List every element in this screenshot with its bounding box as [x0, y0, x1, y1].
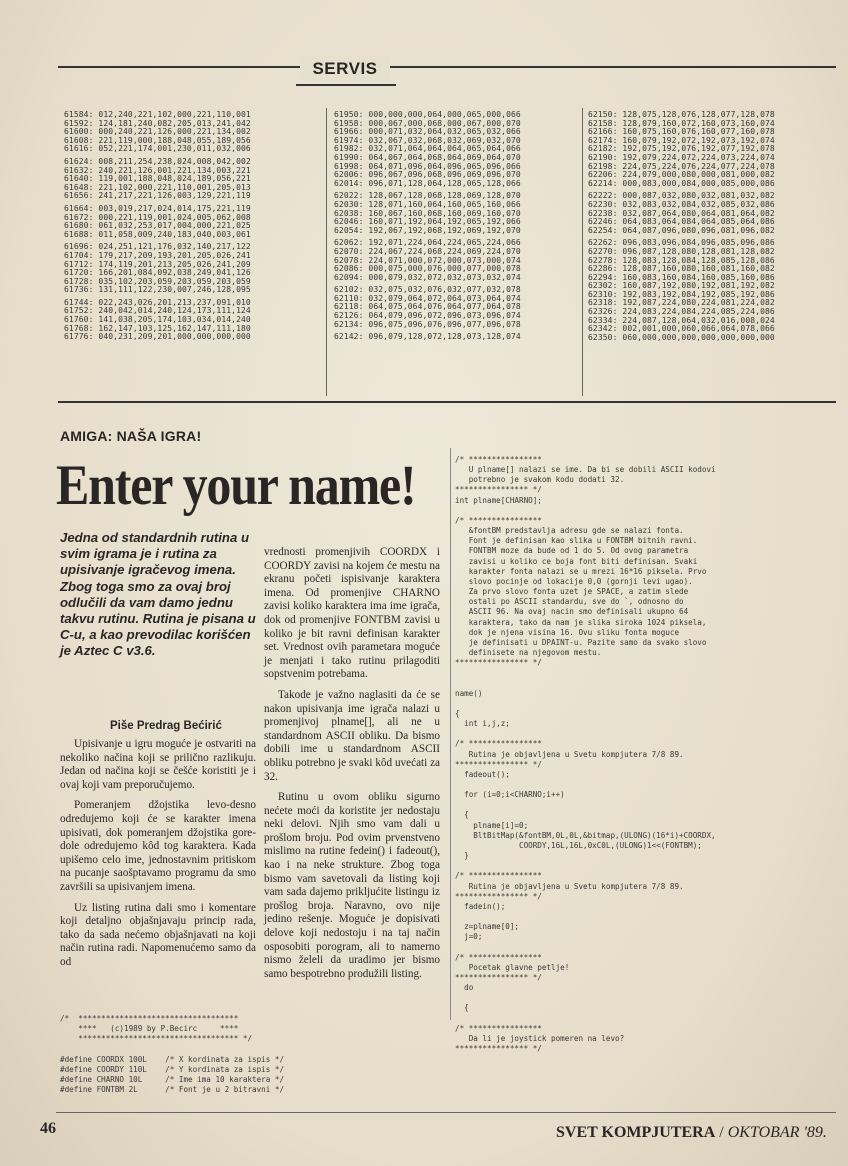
dump-row: 61680: 061,032,253,017,004,000,221,025 [64, 221, 251, 231]
column-separator [582, 108, 583, 396]
dump-row: 62286: 128,087,160,080,160,081,160,082 [588, 264, 775, 274]
dump-row: 62334: 224,087,128,064,032,016,008,024 [588, 315, 775, 325]
dump-row: 61736: 131,111,122,230,007,246,128,095 [64, 285, 251, 295]
dump-row: 61616: 052,221,174,001,230,011,032,006 [64, 144, 251, 154]
dump-row: 61640: 119,001,188,048,024,189,056,221 [64, 174, 251, 184]
dump-row: 62078: 224,071,000,072,000,073,000,074 [334, 255, 521, 265]
dump-row: 62014: 096,071,128,064,128,065,128,066 [334, 178, 521, 188]
paragraph: Pomeranjem džojstika levo-desno odredujemo koji će se karakter imena upisivati, dok pomeranjem džojstika gore-dole odredujemo kôd tog karaktera. Kada upišemo celo ime, jednostavnim pritiskom na pucanje saošptavamo programu da smo završili sa upisivanjem imena. [60, 799, 256, 893]
author-byline: Piše Predrag Bećirić [110, 720, 222, 732]
dump-row: 62198: 224,075,224,076,224,077,224,078 [588, 161, 775, 171]
body-column-a [60, 738, 256, 977]
dump-row: 61712: 174,119,201,213,205,026,241,209 [64, 259, 251, 269]
dump-row: 62278: 128,083,128,084,128,085,128,086 [588, 255, 775, 265]
dump-row: 61624: 008,211,254,238,024,008,042,002 [64, 156, 251, 166]
dump-row: 62030: 128,071,160,064,160,065,160,066 [334, 199, 521, 209]
dump-row: 62158: 128,079,160,072,160,073,160,074 [588, 118, 775, 128]
dump-row: 62262: 096,083,096,084,096,085,096,086 [588, 238, 775, 248]
dump-row: 61704: 179,217,209,193,201,205,026,241 [64, 250, 251, 260]
section-label: AMIGA: NAŠA IGRA! [60, 428, 202, 444]
dump-row: 61744: 022,243,026,201,213,237,091,010 [64, 297, 251, 307]
section-tab: SERVIS [300, 56, 390, 82]
dump-row: 62102: 032,075,032,076,032,077,032,078 [334, 285, 521, 295]
dump-row: 62206: 224,079,000,080,000,081,000,082 [588, 170, 775, 180]
dump-row: 61648: 221,102,000,221,110,001,205,013 [64, 182, 251, 192]
mid-rule [58, 401, 836, 403]
dump-row: 61696: 024,251,121,176,032,140,217,122 [64, 242, 251, 252]
paragraph: Upisivanje u igru moguće je ostvariti na nekoliko načina koji se prilično razlikuju. Jedan od načina koji se češće koristiti je i ovaj koji vam preporučujemo. [60, 738, 256, 791]
dump-row: 61974: 032,067,032,068,032,069,032,070 [334, 135, 521, 145]
dump-row: 62046: 160,071,192,064,192,065,192,066 [334, 217, 521, 227]
hex-dump-column-3 [588, 111, 775, 342]
dump-row: 62254: 064,087,096,080,096,081,096,082 [588, 225, 775, 235]
dump-row: 62166: 160,075,160,076,160,077,160,078 [588, 127, 775, 137]
paragraph: Uz listing rutina dali smo i komentare koji detaljno objašnjavaju princip rada, tako da sada nećemo objašnjavati na koji način rutina radi. Napomenućemo samo da od [60, 901, 256, 968]
paragraph: vrednosti promenjivih COORDX i COORDY zavisi na kojem će mestu na ekranu početi ispisivanje karaktera imena. Od promenjive CHARNO zavisi koliko karaktera ima ime igrača, dok od promenjive FONTBM zavisi u koliko je bit ravni definisan karakter set. Vrednost ovih parametara moguće je menjati i tako rutinu prilagoditi sopstvenim potrebama. [264, 546, 440, 681]
dump-row: 62054: 192,067,192,068,192,069,192,070 [334, 225, 521, 235]
dump-row: 62302: 160,087,192,080,192,081,192,082 [588, 281, 775, 291]
top-rule [58, 66, 836, 68]
hex-dump-column-2 [334, 111, 521, 342]
dump-row: 61950: 000,000,000,064,000,065,000,066 [334, 110, 521, 119]
dump-row: 62062: 192,071,224,064,224,065,224,066 [334, 238, 521, 248]
dump-row: 62094: 000,079,032,072,032,073,032,074 [334, 272, 521, 282]
dump-row: 61592: 124,181,240,082,205,013,241,042 [64, 118, 251, 128]
dump-row: 61728: 035,102,203,059,203,059,203,059 [64, 276, 251, 286]
dump-row: 62342: 002,001,000,060,066,064,078,066 [588, 324, 775, 334]
paragraph: Rutinu u ovom obliku sigurno nećete moći da koristite jer nedostaju neki delovi. Njih smo vam dali u prošlom broju. Pod ovim prvenstveno mislimo na rutine fedein() i fadeout(), kao i na neke strukture. Zbog toga bismo vam savetovali da listing koji vam sada dajemo prikljućite listingu iz prošlog broja. Naravno, ovo nije jedino rešenje. Moguće je dopisivati delove koji nedostoju i na taj način osposobiti porogram, ali to namerno nismo želeli da uradimo jer bismo samo bespotrebno produžili listing. [264, 791, 440, 980]
column-separator [326, 108, 327, 396]
magazine-name: SVET KOMPJUTERA [556, 1124, 716, 1141]
dump-row: 61608: 221,119,000,188,048,055,189,056 [64, 135, 251, 145]
dump-row: 61966: 000,071,032,064,032,065,032,066 [334, 127, 521, 137]
dump-row: 61760: 141,038,205,174,103,034,014,240 [64, 315, 251, 325]
dump-row: 62230: 032,083,032,084,032,085,032,086 [588, 199, 775, 209]
dump-row: 62022: 128,067,128,068,128,069,128,070 [334, 191, 521, 201]
code-listing-defines: /* *********************************** **** (c)1989 by P.Becirc **** *********************************** */ #define COORDX 100L /* X kordinata za ispis */ #define COORDY 110L /* Y kordinata za ispis */ #define CHARNO 10L /* Ime ima 10 karaktera */ #define FONTBM 2L /* Font je u 2 bitravni */ [60, 1014, 285, 1095]
dump-row: 62294: 160,083,160,084,160,085,160,086 [588, 272, 775, 282]
hex-dump-column-1 [64, 111, 251, 342]
dump-row: 61672: 000,221,119,001,024,005,062,008 [64, 212, 251, 222]
dump-row: 62086: 000,075,000,076,000,077,000,078 [334, 264, 521, 274]
dump-row: 62150: 128,075,128,076,128,077,128,078 [588, 110, 775, 119]
dump-row: 62142: 096,079,128,072,128,073,128,074 [334, 332, 521, 342]
dump-row: 61720: 166,201,084,092,038,249,041,126 [64, 268, 251, 278]
dump-row: 62126: 064,079,096,072,096,073,096,074 [334, 311, 521, 321]
dump-row: 62006: 096,067,096,068,096,069,096,070 [334, 170, 521, 180]
dump-row: 62174: 160,079,192,072,192,073,192,074 [588, 135, 775, 145]
dump-row: 61664: 003,019,217,024,014,175,221,119 [64, 203, 251, 213]
code-listing-main: /* **************** U plname[] nalazi se ime. Da bi se dobili ASCII kodovi potrebno je svakom kodu dodati 32. **************** */ int plname[CHARNO]; /* **************** &fontBM predstavlja adresu gde se nalazi fonta. Font je definisan kao slika u FONTBM bitnih ravni. FONTBM moze da bude od 1 do 5. Od ovog parametra zavisi u koliko ce boja font biti definisan. Svaki karakter fonta nalazi se u mrezi 16*16 piksela. Prvo slovo pocinje od lokacije 0,0 (gornji levi ugao). Za prvo slovo fonta uzet je SPACE, a zatim slede ostali po ASCII standardu, sve do `, odnosno do ASCII 96. Na ovaj nacin smo definisali ukupno 64 karaktera, tako da nam je slika siroka 1024 piksela, dok je njena visina 16. Ovu sliku fonta moguce je definisati u DPAINT-u. Pazite samo da svako slovo definisete na njegovom mestu. **************** */ name() { int i,j,z; /* **************** Rutina je objavljena u Svetu kompjutera 7/8 89. **************** */ fadeout(); for (i=0;i<CHARNO;i++) { plname[i]=0; BltBitMap(&fontBM,0L,0L,&bitmap,(ULONG)(16*i)+COORDX, COORDY,16L,16L,0xC0L,(ULONG)1<<(FONTBM); } /* **************** Rutina je objavljena u Svetu kompjutera 7/8 89. **************** */ fadein(); z=plname[0]; j=0; /* **************** Pocetak glavne petlje! **************** */ do { /* **************** Da li je joystick pomeren na levo? **************** */ [455, 455, 716, 1054]
footer-rule [56, 1112, 836, 1113]
dump-row: 61688: 011,058,009,240,183,040,003,061 [64, 229, 251, 239]
dump-row: 61958: 000,067,000,068,000,067,000,070 [334, 118, 521, 128]
dump-row: 62110: 032,079,064,072,064,073,064,074 [334, 293, 521, 303]
footer-separator: / [715, 1124, 728, 1141]
dump-row: 62118: 064,075,064,076,064,077,064,078 [334, 302, 521, 312]
dump-row: 61990: 064,067,064,068,064,069,064,070 [334, 152, 521, 162]
dump-row: 62182: 192,075,192,076,192,077,192,078 [588, 144, 775, 154]
dump-row: 61584: 012,240,221,102,000,221,110,001 [64, 110, 251, 119]
issue-date: OKTOBAR '89. [727, 1124, 827, 1141]
dump-row: 62134: 096,075,096,076,096,077,096,078 [334, 319, 521, 329]
dump-row: 61752: 240,042,014,240,124,173,111,124 [64, 306, 251, 316]
dump-row: 61600: 000,240,221,126,000,221,134,002 [64, 127, 251, 137]
section-tab-underline [296, 84, 396, 86]
dump-row: 62310: 192,083,192,084,192,085,192,086 [588, 289, 775, 299]
dump-row: 62350: 060,000,000,000,000,000,000,000 [588, 332, 775, 342]
footer-magazine [556, 1124, 827, 1142]
dump-row: 62070: 224,067,224,068,224,069,224,070 [334, 246, 521, 256]
page-number: 46 [40, 1120, 56, 1137]
dump-row: 61768: 162,147,103,125,162,147,111,180 [64, 323, 251, 333]
intro-text: Jedna od standardnih rutina u svim igrama je i rutina za upisivanje igračevog imena. Zbog toga smo za ovaj broj odlučili da vam damo jednu takvu rutinu. Rutina je pisana u C-u, a kao prevodilac korišćen je Aztec C v3.6. [60, 530, 256, 659]
column-divider [450, 448, 451, 1020]
dump-row: 62326: 224,083,224,084,224,085,224,086 [588, 307, 775, 317]
paragraph: Takode je važno naglasiti da će se nakon upisivanja ime igrača nalazi u promenjivoj plname[], ali ne u standardnom ASCII obliku. Da bismo dobili ime u standardnom ASCII obliku potrebno je svaki kôd uvećati za 32. [264, 688, 440, 783]
dump-row: 61632: 240,221,126,001,221,134,003,221 [64, 165, 251, 175]
dump-row: 62270: 096,087,128,080,128,081,128,082 [588, 246, 775, 256]
dump-row: 62214: 000,083,000,084,000,085,000,086 [588, 178, 775, 188]
dump-row: 62246: 064,083,064,084,064,085,064,086 [588, 217, 775, 227]
dump-row: 62222: 000,087,032,080,032,081,032,082 [588, 191, 775, 201]
dump-row: 62038: 160,067,160,068,160,069,160,070 [334, 208, 521, 218]
dump-row: 62318: 192,087,224,080,224,081,224,082 [588, 298, 775, 308]
dump-row: 61776: 040,231,209,201,000,000,000,000 [64, 332, 251, 342]
dump-row: 62190: 192,079,224,072,224,073,224,074 [588, 152, 775, 162]
dump-row: 62238: 032,087,064,080,064,081,064,082 [588, 208, 775, 218]
dump-row: 61656: 241,217,221,126,003,129,221,119 [64, 191, 251, 201]
headline: Enter your name! [56, 452, 416, 517]
body-column-b [264, 546, 440, 988]
dump-row: 61982: 032,071,064,064,064,065,064,066 [334, 144, 521, 154]
dump-row: 61998: 064,071,096,064,096,065,096,066 [334, 161, 521, 171]
